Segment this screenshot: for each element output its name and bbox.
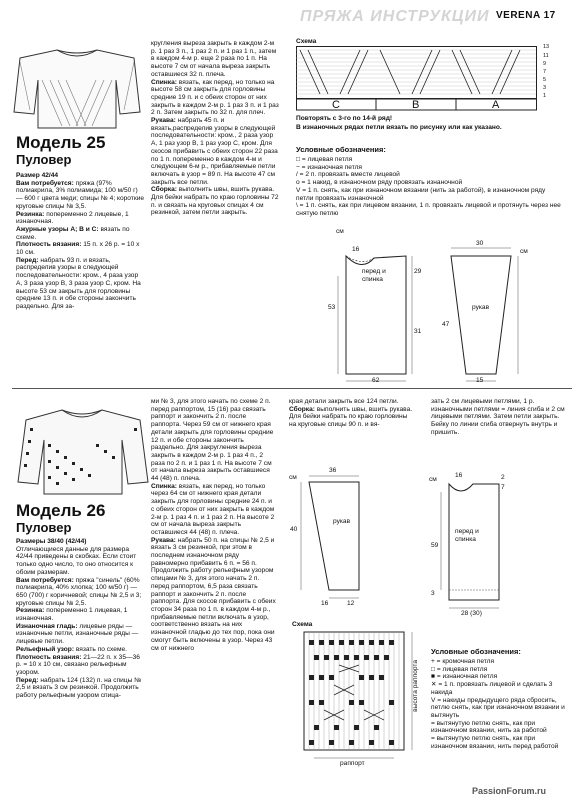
legend-item: □ = лицевая петля: [431, 665, 488, 673]
unit-cm: см: [336, 228, 344, 235]
instruction-paragraph: кругления выреза закрыть в каждом 2-м р. 1 раз 3 п., 1 раз 2 п. и 1 раз 1 п., затем в каждом 4-м р. еще 2 раза по 1 п. На высоте 7 см от начала выреза закрыть оставшиеся 32 п. плеча.: [151, 40, 277, 78]
instruction-paragraph: края детали закрыть все 124 петли.: [289, 398, 399, 405]
dim-neck-drop-front: 7: [501, 484, 505, 491]
faded-heading: ПРЯЖА ИНСТРУКЦИИ: [300, 8, 490, 25]
legend-item: ✕ = 1 п. провязать лицевой и сделать 3 накида: [431, 681, 553, 696]
legend-item: \ = 1 п. снять, как при лицевом вязании, 1 п. провязать лицевой и протянуть через нее снятую петлю: [296, 202, 561, 217]
model-25-name: Пуловер: [16, 152, 72, 167]
legend-26-list: [431, 658, 571, 750]
legend-item: ■ = изнаночная петля: [431, 673, 498, 681]
instruction-paragraph: Размеры 38/40 (42/44): [16, 538, 87, 545]
row-label: 11: [543, 53, 549, 59]
model-26-column-2: [151, 398, 277, 652]
legend-item: − = изнаночная петля: [296, 163, 363, 171]
instruction-paragraph: Вам потребуется: пряжа (97% полиакрила, 3% полиамида; 100 м/50 г) — 600 г цвета меди; спицы № 4; короткие круговые спицы № 3,5.: [16, 179, 145, 210]
page-number: 17: [543, 10, 556, 21]
dim-sleeve-bottom: 15: [476, 377, 484, 384]
row-label: 7: [543, 69, 547, 75]
dim-front-height: 53: [328, 304, 336, 311]
scheme-25-wrong-side-note: В изнаночных рядах петли вязать по рисунку или как указано.: [296, 124, 502, 131]
model-26-patterns-labels: [289, 467, 569, 620]
instruction-paragraph: Спинка: вязать, как перед, но только на высоте 58 см закрыть для горловины средние 19 п. и с обеих сторон от них закрыть в каждом 2-м р. 1 раз 3 п. и 1 раз 2 п. Затем закрыть по 32 п. для плеч.: [151, 78, 279, 117]
instruction-paragraph: Рукава: набрать 50 п. на спицы № 2,5 и вязать 3 см резинкой, при этом в последнем изнаночном ряду равномерно прибавить 6 п. = 56 п. Продолжить работу рельефным узором спицами № 3, для этого начать 2 п. перед раппортом, 6,5 раза связать раппорт и закончить 2 п. после раппорта. Для скосов прибавить с обеих сторон 34 раза по 1 п. в каждом 4-м р., прибавляемые петли включать в узор, соответственно вязать на них изнаночной гладью до тех пор, пока они смогут быть включены в узор. Через 43 см от нижнего: [151, 536, 276, 652]
scheme-26-chart: [292, 630, 432, 765]
scheme-26-repeat-label: раппорт: [340, 760, 365, 767]
model-25-patterns-labels: [296, 226, 566, 386]
row-label: 3: [543, 85, 547, 91]
legend-item: V = 1 п. снять, как при изнаночном вязании (нить за работой), в изнаночном ряду петли провязать изнаночной: [296, 186, 546, 202]
instruction-paragraph: ми № 3, для этого начать по схеме 2 п. перед раппортом, 15 (16) раз связать раппорт и закончить 2 п. после раппорта. Через 59 см от нижнего края детали закрыть для горловины средние 12 п. и обе стороны закончить раздельно. Для закругления выреза закрыть в каждом 2-м р. 1 раз 4 п., 2 раза по 2 п. и 1 раз 1 п. На высоте 7 см от начала выреза закрыть оставшиеся 44 (48) п. плеча.: [151, 398, 274, 483]
dim-sleeve-top: 36: [329, 467, 337, 474]
unit-cm: см: [289, 474, 297, 481]
legend-26-title: Условные обозначения:: [431, 647, 521, 656]
scheme-26-title: Схема: [292, 621, 313, 628]
scheme-26-repeat-height-label: высота раппорта: [412, 660, 419, 712]
instruction-paragraph: Плотность вязания: 21—22 п. х 35—36 р. = 10 х 10 см, связано рельефным узором.: [16, 653, 140, 676]
legend-25-title: Условные обозначения:: [296, 145, 386, 154]
dim-sleeve-bottom-b: 12: [347, 600, 355, 607]
legend-item: □ = лицевая петля: [296, 156, 353, 163]
instruction-paragraph: Отличающиеся данные для размера 42/44 приведены в скобках. Если стоит только одно число, то оно относится к обоим размерам.: [16, 545, 137, 576]
legend-item: / = 2 п. провязать вместе лицевой: [296, 171, 400, 179]
magazine-name: VERENA: [496, 10, 541, 21]
unit-cm: см: [520, 248, 528, 255]
legend-item: = вытянутую петлю снять, как при изнаночном вязании, нить перед работой: [431, 735, 559, 750]
dim-body-height: 59: [431, 542, 439, 549]
instruction-paragraph: Рукава: набрать 45 п. и вязать,распределив узоры в следующей последовательности: кром., 2 раза узор A, 1 раз узор B, 1 раз узор C, кром. Для скосов прибавить с обеих сторон 22 раза по 1 п. попеременно в каждом 4-м и следующем 6-м р., прибавляемые петли включать в узор = 89 п. На высоте 47 см закрыть все петли.: [151, 117, 278, 186]
section-b-label: B: [412, 99, 420, 111]
section-divider: [12, 388, 572, 389]
instruction-paragraph: Сборка: выполнить швы, вшить рукава. Для бейки набрать по краю горловины на круговые спицы 90 п. и вя-: [289, 405, 413, 429]
row-label: 13: [543, 44, 550, 50]
legend-item: = вытянутую петлю снять, как при изнаночном вязании, нить за работой: [431, 719, 547, 735]
dim-armhole: 29: [414, 268, 422, 275]
magazine-header: [496, 10, 556, 21]
instruction-paragraph: Плотность вязания: 15 п. х 26 р. = 10 х 10 см.: [16, 241, 140, 257]
dim-neck-width: 16: [455, 472, 463, 479]
row-label: 9: [543, 61, 547, 67]
sleeve-label: рукав: [472, 304, 490, 311]
legend-item: V = накиды предыдущего ряда сбросить, петлю снять, как при изнаночном вязании и вытянуть: [431, 696, 565, 719]
instruction-paragraph: зать 2 см лицевыми петлями, 1 р. изнаночными петлями = линия сгиба и 2 см лицевыми петлями. Затем петли закрыть. Бейку по линии сгиба отвернуть внутрь и пришить.: [431, 398, 565, 436]
legend-25-list: [296, 156, 561, 218]
row-label: 1: [543, 93, 547, 99]
scheme-25-title: Схема: [296, 38, 317, 45]
model-26-name: Пуловер: [16, 520, 72, 535]
dim-sleeve-height: 40: [290, 526, 298, 533]
model-26-column-3: [289, 398, 413, 429]
sweater-26-illustration: [16, 398, 151, 498]
instruction-paragraph: Резинка: попеременно 1 лицевая, 1 изнаночная.: [16, 607, 128, 623]
scheme-25-labels: [296, 46, 556, 112]
dim-rib-height: 3: [431, 590, 435, 597]
model-25-column-1: [16, 172, 146, 311]
dim-body-width: 28 (30): [461, 610, 482, 617]
model-25-column-2: [151, 40, 279, 217]
legend-item: o = 1 накид, в изнаночном ряду провязать изнаночной: [296, 179, 463, 187]
dim-sleeve-top: 30: [476, 240, 484, 247]
instruction-paragraph: Рельефный узор: вязать по схеме.: [16, 645, 127, 653]
scheme-25-repeat-note: Повторять с 3-го по 14-й ряд!: [296, 115, 393, 122]
model-26-column-1: [16, 538, 146, 700]
instruction-paragraph: Ажурные узоры A; B и C: вязать по схеме.: [16, 225, 130, 241]
dim-sleeve-height: 47: [442, 321, 450, 328]
dim-neck-drop-back: 2: [501, 474, 505, 481]
instruction-paragraph: Резинка: попеременно 2 лицевые, 1 изнаночная.: [16, 210, 129, 226]
instruction-paragraph: Размер 42/44: [16, 172, 59, 179]
dim-sleeve-bottom-a: 16: [321, 600, 329, 607]
front-back-label: перед и спинка: [455, 528, 479, 543]
instruction-paragraph: Сборка: выполнить швы, вшить рукава. Для бейки набрать по краю горловины 72 п. и связать на круговых спицах 4 см резинкой, затем петли закрыть.: [151, 186, 279, 217]
section-a-label: A: [492, 99, 500, 111]
instruction-paragraph: Вам потребуется: пряжа "синель" (60% полиакрила, 40% хлопка; 100 м/50 г) — 650 (700) г коричневой; спицы № 2,5 и 3; круговые спицы № 2,5.: [16, 576, 142, 607]
model-26-column-4: [431, 398, 569, 437]
front-back-label: перед и спинка: [362, 268, 386, 283]
instruction-paragraph: Изнаночная гладь: лицевые ряды — изнаночные петли, изнаночные ряды — лицевые петли.: [16, 622, 139, 646]
dim-body-width: 62: [372, 377, 380, 384]
sleeve-label: рукав: [333, 518, 351, 525]
sweater-25-illustration: [12, 40, 142, 132]
unit-cm: см: [429, 476, 437, 483]
dim-lower-body: 31: [414, 328, 422, 335]
legend-item: + = кромочная петля: [431, 658, 495, 665]
instruction-paragraph: Перед: набрать 124 (132) п. на спицы № 2,5 и вязать 3 см резинкой. Продолжить работу рельефным узором спица-: [16, 676, 142, 700]
row-label: 5: [543, 77, 547, 83]
model-26-number: Модель 26: [16, 501, 106, 520]
model-25-number: Модель 25: [16, 133, 106, 152]
section-c-label: C: [332, 99, 340, 111]
watermark: PassionForum.ru: [472, 786, 547, 796]
instruction-paragraph: Спинка: вязать, как перед, но только через 64 см от нижнего края детали закрыть для горловины средние 24 п. и с обеих сторон от них закрыть в каждом 2-м р. 1 раз 4 п. и 1 раз 2 п. На высоте 2 см от начала выреза закрыть оставшиеся 44 (48) п. плеча.: [151, 482, 275, 536]
dim-neck-width: 16: [352, 246, 360, 253]
instruction-paragraph: Перед: набрать 93 п. и вязать, распределив узоры в следующей последовательности: кром., 4 раза узор A, 3 раза узор B, 3 раза узор C, кром. На высоте 53 см закрыть для горловины средние 13 п. и обе стороны закончить раздельно. Для за-: [16, 256, 141, 310]
